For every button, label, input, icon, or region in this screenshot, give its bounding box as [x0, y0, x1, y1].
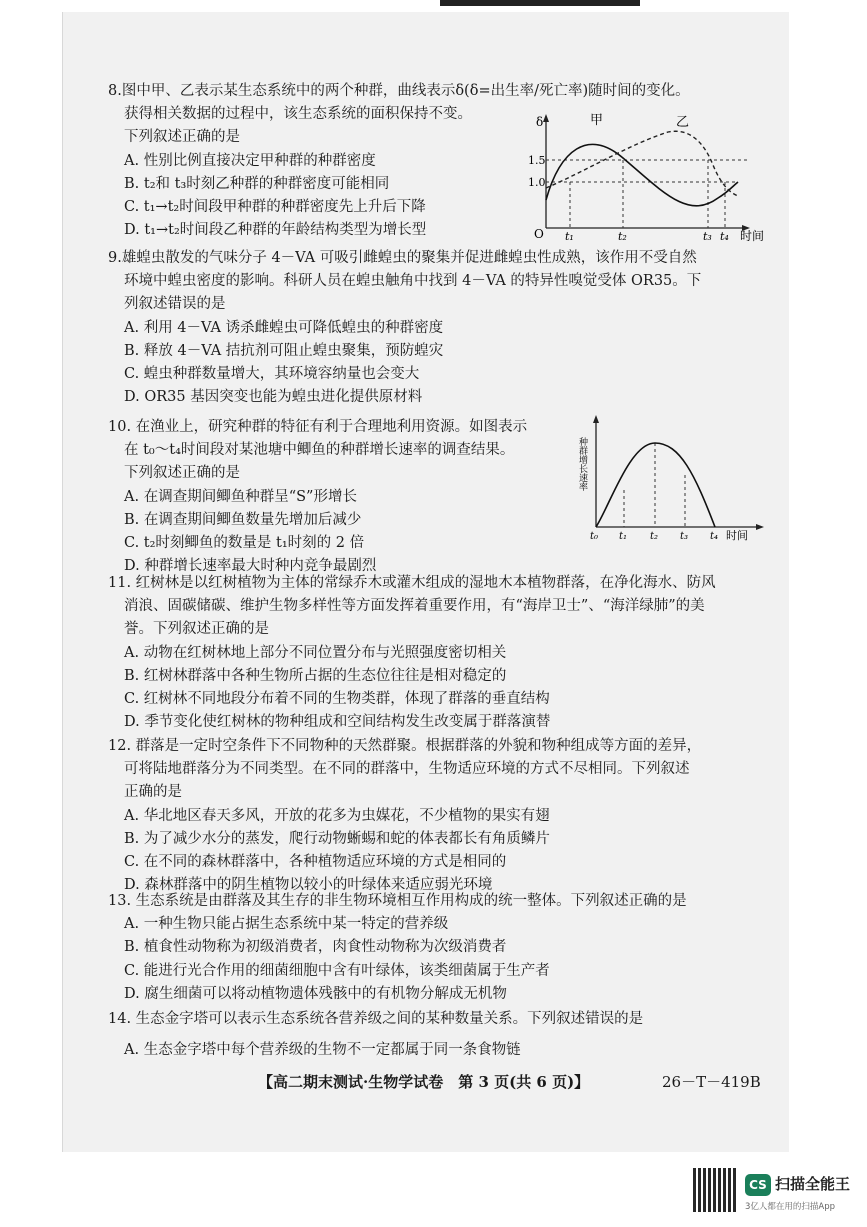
q10-x-arrow — [756, 524, 764, 530]
q12-stem-line: 正确的是 — [124, 784, 182, 801]
q12-stem-line: 12. 群落是一定时空条件下不同物种的天然群聚。根据群落的外貌和物种组成等方面的差异， — [108, 738, 702, 754]
q12-option-a: A. 华北地区春天多风，开放的花多为虫媒花，不少植物的果实有翅 — [124, 807, 550, 824]
scanner-tagline: 3亿人都在用的扫描App — [745, 1202, 836, 1212]
q8-option-c: C. t₁→t₂时间段甲种群的种群密度先上升后下降 — [124, 199, 426, 216]
q8-stem-line: 获得相关数据的过程中，该生态系统的面积保持不变。 — [124, 106, 472, 123]
question-14 — [108, 1008, 643, 1062]
q8-y-label: δ — [536, 115, 544, 129]
q11-option-c: C. 红树林不同地段分布着不同的生物类群，体现了群落的垂直结构 — [124, 691, 550, 708]
q11-stem-line: 消浪、固碳储碳、维护生物多样性等方面发挥着重要作用，有“海岸卫士”、“海洋绿肺”的美 — [124, 598, 705, 615]
q13-option-b: B. 植食性动物称为初级消费者，肉食性动物称为次级消费者 — [124, 939, 507, 956]
q8-stem-line: 下列叙述正确的是 — [124, 129, 240, 146]
q10-y-label: 种群增长速率 — [577, 437, 587, 491]
q10-growth-rate-chart — [577, 415, 775, 545]
q8-series-yi-label: 乙 — [676, 115, 690, 130]
q8-x-tick-t2: t₂ — [618, 230, 627, 243]
q14-stem-line: 14. 生态金字塔可以表示生态系统各营养级之间的某种数量关系。下列叙述错误的是 — [108, 1011, 644, 1027]
q11-option-d: D. 季节变化使红树林的物种组成和空间结构发生改变属于群落演替 — [124, 714, 551, 731]
q11-option-b: B. 红树林群落中各种生物所占据的生态位往往是相对稳定的 — [124, 667, 507, 684]
q8-delta-chart — [528, 110, 778, 245]
camscanner-logo-icon: CS — [745, 1174, 771, 1196]
q8-y-tick-1.0: 1.0 — [528, 176, 546, 189]
q8-curve-yi — [546, 131, 738, 196]
q8-option-b: B. t₂和 t₃时刻乙种群的种群密度可能相同 — [124, 175, 390, 192]
page-footer-title: 【高二期末测试·生物学试卷 第 3 页(共 6 页)】 — [258, 1073, 590, 1091]
q10-y-arrow — [593, 415, 599, 423]
q13-option-c: C. 能进行光合作用的细菌细胞中含有叶绿体，该类细菌属于生产者 — [124, 962, 550, 979]
q14-option-a: A. 生态金字塔中每个营养级的生物不一定都属于同一条食物链 — [124, 1042, 521, 1059]
question-10 — [108, 416, 527, 578]
question-12 — [108, 735, 701, 897]
q12-stem-line: 可将陆地群落分为不同类型。在不同的群落中，生物适应环境的方式不尽相同。下列叙述 — [124, 761, 690, 778]
question-11 — [108, 572, 716, 734]
q11-stem-line: 11. 红树林是以红树植物为主体的常绿乔木或灌木组成的湿地木本植物群落，在净化海水、防风 — [108, 575, 716, 591]
q8-y-arrow — [543, 114, 549, 122]
q10-x-label: 时间 — [726, 529, 748, 542]
q8-stem-line: 8.图中甲、乙表示某生态系统中的两个种群，曲线表示δ(δ=出生率/死亡率)随时间的变化。 — [108, 83, 690, 99]
q9-option-d: D. OR35 基因突变也能为蝗虫进化提供原材料 — [124, 389, 423, 406]
q8-x-tick-t3: t₃ — [703, 230, 712, 243]
scanner-app-name: 扫描全能王 — [775, 1175, 851, 1193]
scanner-watermark — [693, 1168, 863, 1224]
q8-x-tick-t1: t₁ — [565, 230, 574, 243]
q10-option-b: B. 在调查期间鲫鱼数量先增加后减少 — [124, 511, 362, 528]
question-13 — [108, 890, 687, 1006]
q13-option-a: A. 一种生物只能占据生态系统中某一特定的营养级 — [124, 916, 449, 933]
q8-series-jia-label: 甲 — [590, 113, 604, 128]
q10-option-d: D. 种群增长速率最大时种内竞争最剧烈 — [124, 558, 377, 575]
qr-code-icon — [693, 1168, 737, 1212]
q8-origin-label: O — [534, 227, 544, 241]
q9-stem-line: 列叙述错误的是 — [124, 296, 226, 313]
q8-option-a: A. 性别比例直接决定甲种群的种群密度 — [124, 152, 376, 169]
question-9 — [108, 247, 701, 409]
scan-edge-mark — [440, 0, 640, 6]
q10-x-tick-t3: t₃ — [680, 531, 689, 542]
q10-x-tick-t1: t₁ — [619, 531, 628, 542]
q9-option-b: B. 释放 4－VA 拮抗剂可阻止蝗虫聚集，预防蝗灾 — [124, 342, 444, 359]
q9-stem-line: 环境中蝗虫密度的影响。科研人员在蝗虫触角中找到 4－VA 的特异性嗅觉受体 OR35。下 — [124, 273, 702, 290]
q13-stem-line: 13. 生态系统是由群落及其生存的非生物环境相互作用构成的统一整体。下列叙述正确的是 — [108, 893, 687, 909]
q12-option-c: C. 在不同的森林群落中，各种植物适应环境的方式是相同的 — [124, 854, 507, 871]
q8-y-tick-1.5: 1.5 — [528, 154, 546, 167]
q10-option-c: C. t₂时刻鲫鱼的数量是 t₁时刻的 2 倍 — [124, 535, 365, 552]
q8-x-label: 时间 — [740, 229, 765, 243]
q10-stem-line: 在 t₀～t₄时间段对某池塘中鲫鱼的种群增长速率的调查结果。 — [124, 442, 515, 459]
q8-option-d: D. t₁→t₂时间段乙种群的年龄结构类型为增长型 — [124, 222, 427, 239]
q12-option-b: B. 为了减少水分的蒸发，爬行动物蜥蜴和蛇的体表都长有角质鳞片 — [124, 830, 550, 847]
q10-stem-line: 10. 在渔业上，研究种群的特征有利于合理地利用资源。如图表示 — [108, 419, 528, 435]
q9-option-c: C. 蝗虫种群数量增大，其环境容纳量也会变大 — [124, 366, 420, 383]
q9-option-a: A. 利用 4－VA 诱杀雌蝗虫可降低蝗虫的种群密度 — [124, 319, 444, 336]
q13-option-d: D. 腐生细菌可以将动植物遗体残骸中的有机物分解成无机物 — [124, 985, 507, 1002]
q10-stem-line: 下列叙述正确的是 — [124, 465, 240, 482]
q11-option-a: A. 动物在红树林地上部分不同位置分布与光照强度密切相关 — [124, 644, 507, 661]
q11-stem-line: 誉。下列叙述正确的是 — [124, 621, 269, 638]
q10-option-a: A. 在调查期间鲫鱼种群呈“S”形增长 — [124, 488, 357, 505]
q10-x-tick-t0: t₀ — [590, 531, 599, 542]
q12-option-d: D. 森林群落中的阴生植物以较小的叶绿体来适应弱光环境 — [124, 877, 493, 894]
q9-stem-line: 9.雄蝗虫散发的气味分子 4－VA 可吸引雌蝗虫的聚集并促进雌蝗虫性成熟，该作用不受自然 — [108, 250, 697, 266]
q10-x-tick-t2: t₂ — [650, 531, 659, 542]
q10-x-tick-t4: t₄ — [710, 531, 719, 542]
page-footer-code: 26－T－419B — [662, 1073, 761, 1091]
q8-x-tick-t4: t₄ — [720, 230, 729, 243]
